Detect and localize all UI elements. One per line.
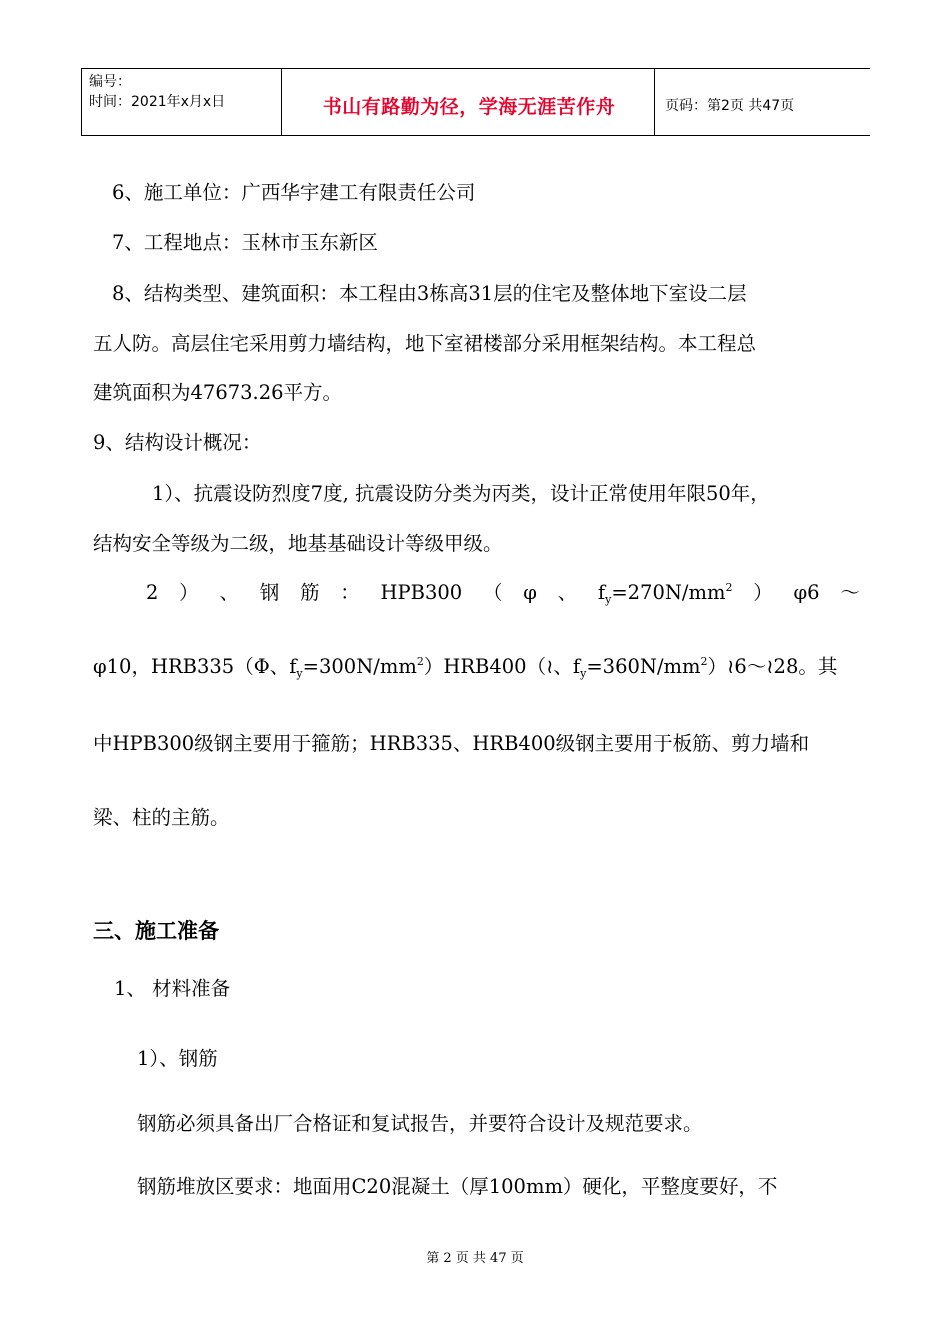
rebar-token: 筋	[299, 581, 320, 604]
rebar-token: （	[482, 581, 503, 604]
rebar-token: HPB300	[380, 581, 463, 604]
rebar-token: φ	[523, 581, 537, 604]
page-footer: 第 2 页 共 47 页	[426, 1251, 524, 1266]
page-header	[81, 68, 870, 136]
rebar-line-1	[146, 580, 860, 609]
header-meta	[89, 72, 225, 112]
rebar-token: ）	[753, 581, 773, 604]
rebar-tilde: ～	[840, 581, 860, 604]
design-overview-title: 9、结构设计概况：	[93, 431, 262, 454]
rebar-token: 2	[146, 581, 159, 604]
rebar-token: 钢	[259, 581, 280, 604]
steel-requirement: 钢筋必须具备出厂合格证和复试报告，并要符合设计及规范要求。	[137, 1112, 703, 1135]
rebar-token: ）	[179, 581, 199, 604]
project-location-line: 7、工程地点：玉林市玉东新区	[112, 231, 378, 254]
structure-type-line-1: 8、结构类型、建筑面积：本工程由3栋高31层的住宅及整体地下室设二层	[112, 282, 747, 305]
material-prep-title: 1、 材料准备	[114, 977, 231, 1000]
header-border-left	[81, 69, 82, 135]
rebar-fy1: $f_y=270N/mm^2$	[597, 581, 733, 606]
rebar-line-3: 中HPB300级钢主要用于箍筋；HRB335、HRB400级钢主要用于板筋、剪力墙和	[93, 732, 810, 755]
rebar-line-4: 梁、柱的主筋。	[93, 806, 230, 829]
steel-subtitle: 1）、钢筋	[137, 1047, 218, 1070]
rebar-token: 、	[557, 581, 578, 604]
structure-type-line-2: 五人防。高层住宅采用剪力墙结构，地下室裙楼部分采用框架结构。本工程总	[93, 332, 757, 355]
rebar-token: 、	[219, 581, 239, 604]
section-heading: 三、施工准备	[93, 919, 219, 943]
header-page-info: 页码：第2页 共47页	[665, 98, 795, 114]
storage-requirement: 钢筋堆放区要求：地面用C20混凝土（厚100mm）硬化，平整度要好，不	[137, 1175, 778, 1198]
rebar-range: φ6	[793, 581, 820, 604]
seismic-line-2: 结构安全等级为二级，地基基础设计等级甲级。	[93, 532, 503, 555]
rebar-line-2: φ10，HRB335（Φ、$f_y=300N/mm^2)HRB400(≀$、$f_y=360N/mm^2)≀6\sim≀28$。其	[93, 655, 838, 680]
header-date: 时间：2021年x月x日	[89, 94, 226, 110]
header-motto: 书山有路勤为径，学海无涯苦作舟	[322, 96, 616, 118]
construction-unit-line: 6、施工单位：广西华宇建工有限责任公司	[112, 181, 476, 204]
header-number-label: 编号：	[89, 74, 131, 90]
rebar-token: ：	[340, 581, 360, 604]
seismic-line-1: 1）、抗震设防烈度7度, 抗震设防分类为丙类，设计正常使用年限50年，	[152, 482, 770, 505]
header-divider-1	[281, 69, 282, 135]
structure-type-line-3: 建筑面积为47673.26平方。	[93, 381, 343, 404]
